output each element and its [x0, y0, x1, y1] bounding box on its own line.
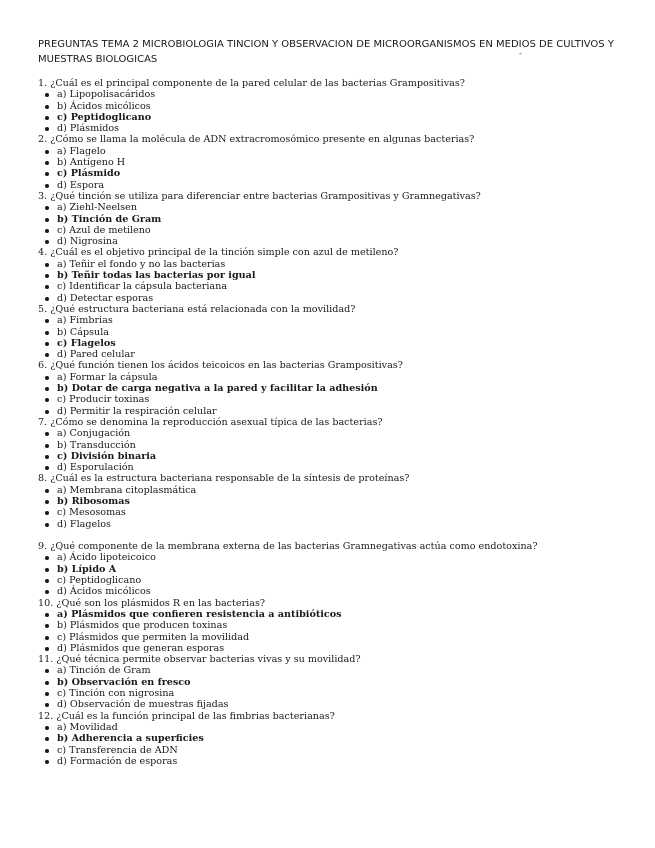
- option-list: [38, 609, 638, 654]
- option-list: [38, 722, 638, 767]
- question-item: [38, 191, 638, 247]
- option-item: b) Plásmidos que producen toxinas: [44, 620, 638, 631]
- option-item: a) Flagelo: [44, 146, 638, 157]
- option-item: d) Plásmidos que generan esporas: [44, 643, 638, 654]
- option-list: [38, 259, 638, 304]
- question-item: [38, 247, 638, 303]
- question-item: [38, 417, 638, 473]
- question-text: 6. ¿Qué función tienen los ácidos teicoicos en las bacterias Grampositivas?: [38, 360, 403, 372]
- question-item: [38, 541, 638, 597]
- option-item: d) Detectar esporas: [44, 293, 638, 304]
- question-text: 3. ¿Qué tinción se utiliza para diferenciar entre bacterias Grampositivas y Gramnegativas?: [38, 190, 481, 202]
- option-item: b) Transducción: [44, 440, 638, 451]
- option-item-correct: b) Lípido A: [44, 564, 638, 575]
- option-item: d) Ácidos micólicos: [44, 586, 638, 597]
- option-item: a) Ziehl-Neelsen: [44, 202, 638, 213]
- option-list: [38, 428, 638, 473]
- question-text: 4. ¿Cuál es el objetivo principal de la tinción simple con azul de metileno?: [38, 247, 399, 259]
- option-list: [38, 485, 638, 530]
- option-item: a) Fimbrias: [44, 315, 638, 326]
- option-item: d) Pared celular: [44, 349, 638, 360]
- question-item: [38, 711, 638, 767]
- option-item-correct: c) División binaria: [44, 451, 638, 462]
- question-text: 11. ¿Qué técnica permite observar bacterias vivas y su movilidad?: [38, 654, 361, 666]
- question-text: 10. ¿Qué son los plásmidos R en las bacterias?: [38, 597, 266, 609]
- option-item-correct: b) Tinción de Gram: [44, 214, 638, 225]
- option-item: c) Transferencia de ADN: [44, 745, 638, 756]
- option-item: c) Producir toxinas: [44, 394, 638, 405]
- option-item: d) Espora: [44, 180, 638, 191]
- stray-mark: -: [519, 49, 522, 58]
- question-item: [38, 473, 638, 529]
- option-item-correct: b) Ribosomas: [44, 496, 638, 507]
- question-item: [38, 598, 638, 654]
- option-item-correct: a) Plásmidos que confieren resistencia a antibióticos: [44, 609, 638, 620]
- option-item-correct: b) Adherencia a superficies: [44, 733, 638, 744]
- option-item: b) Ácidos micólicos: [44, 101, 638, 112]
- option-item: d) Nigrosina: [44, 236, 638, 247]
- option-item: c) Plásmidos que permiten la movilidad: [44, 632, 638, 643]
- question-text: 8. ¿Cuál es la estructura bacteriana responsable de la síntesis de proteínas?: [38, 473, 410, 485]
- question-text: 7. ¿Cómo se denomina la reproducción asexual típica de las bacterias?: [38, 416, 383, 428]
- option-item-correct: b) Observación en fresco: [44, 677, 638, 688]
- document-title: PREGUNTAS TEMA 2 MICROBIOLOGIA TINCION Y OBSERVACION DE MICROORGANISMOS EN MEDIOS DE CULTIVOS Y MUESTRAS BIOLOGICAS: [38, 39, 614, 65]
- option-item-correct: b) Dotar de carga negativa a la pared y facilitar la adhesión: [44, 383, 638, 394]
- question-item: [38, 134, 638, 190]
- option-item: d) Esporulación: [44, 462, 638, 473]
- option-item: c) Peptidoglicano: [44, 575, 638, 586]
- option-item: b) Cápsula: [44, 327, 638, 338]
- option-item: c) Tinción con nigrosina: [44, 688, 638, 699]
- question-item: [38, 654, 638, 710]
- option-list: [38, 372, 638, 417]
- option-item: d) Observación de muestras fijadas: [44, 699, 638, 710]
- question-text: 9. ¿Qué componente de la membrana externa de las bacterias Gramnegativas actúa como endotoxina?: [38, 541, 538, 553]
- option-item: c) Azul de metileno: [44, 225, 638, 236]
- option-list: [38, 552, 638, 597]
- option-list: [38, 665, 638, 710]
- option-item-correct: b) Teñir todas las bacterias por igual: [44, 270, 638, 281]
- question-text: 12. ¿Cuál es la función principal de las fimbrias bacterianas?: [38, 710, 335, 722]
- option-item-correct: c) Flagelos: [44, 338, 638, 349]
- question-item: [38, 78, 638, 134]
- option-item: b) Antígeno H: [44, 157, 638, 168]
- option-item: a) Formar la cápsula: [44, 372, 638, 383]
- option-item: a) Lipopolisacáridos: [44, 89, 638, 100]
- option-item: a) Movilidad: [44, 722, 638, 733]
- option-list: [38, 89, 638, 134]
- option-item: c) Mesosomas: [44, 507, 638, 518]
- question-text: 1. ¿Cuál es el principal componente de la pared celular de las bacterias Grampositivas?: [38, 78, 465, 89]
- option-item: a) Membrana citoplasmática: [44, 485, 638, 496]
- option-list: [38, 146, 638, 191]
- option-item: d) Plásmidos: [44, 123, 638, 134]
- question-item: [38, 360, 638, 416]
- question-text: 2. ¿Cómo se llama la molécula de ADN extracromosómico presente en algunas bacterias?: [38, 134, 475, 146]
- option-list: [38, 202, 638, 247]
- option-item: a) Teñir el fondo y no las bacterias: [44, 259, 638, 270]
- option-item: c) Identificar la cápsula bacteriana: [44, 281, 638, 292]
- question-text: 5. ¿Qué estructura bacteriana está relacionada con la movilidad?: [38, 303, 356, 315]
- option-item: a) Tinción de Gram: [44, 665, 638, 676]
- question-item: [38, 304, 638, 360]
- option-item-correct: c) Peptidoglicano: [44, 112, 638, 123]
- option-item: a) Ácido lipoteicoico: [44, 552, 638, 563]
- option-item: d) Formación de esporas: [44, 756, 638, 767]
- option-item: d) Flagelos: [44, 519, 638, 530]
- option-item: d) Permitir la respiración celular: [44, 406, 638, 417]
- option-item: a) Conjugación: [44, 428, 638, 439]
- question-list: [38, 78, 638, 767]
- option-item-correct: c) Plásmido: [44, 168, 638, 179]
- option-list: [38, 315, 638, 360]
